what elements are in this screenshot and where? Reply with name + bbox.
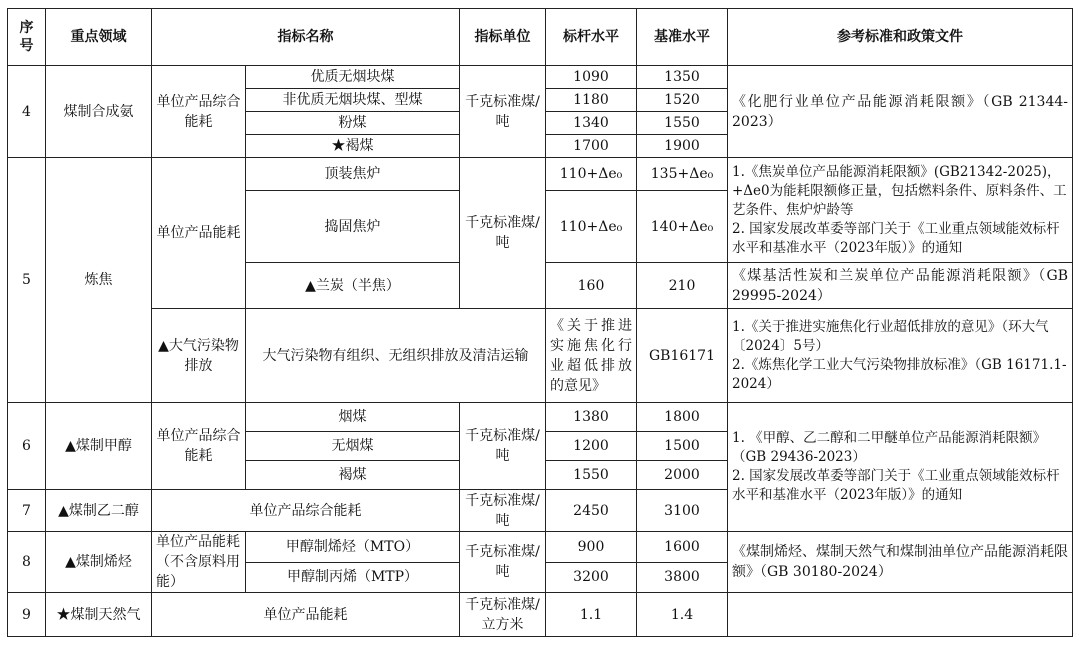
benchmark-value: 1340 [546,112,637,135]
baseline-value: 140+Δe₀ [637,191,728,263]
reference-text-empty [728,593,1073,637]
benchmark-value: 1090 [546,66,637,89]
baseline-value: 1350 [637,66,728,89]
benchmark-value: 3200 [546,562,637,593]
indicator-unit: 千克标准煤/吨 [460,66,546,158]
table-row [8,403,1073,432]
benchmark-value: 1550 [546,461,637,490]
baseline-value: 1600 [637,532,728,563]
indicator-name: 单位产品综合能耗 [152,66,246,158]
indicator-name: 单位产品能耗 [152,593,460,637]
benchmark-value: 《关于推进实施焦化行业超低排放的意见》 [546,309,637,403]
indicator-name: ▲大气污染物排放 [152,309,246,403]
reference-text: 《煤制烯烃、煤制天然气和煤制油单位产品能源消耗限额》（GB 30180-2024） [728,532,1073,593]
sub-indicator: 非优质无烟块煤、型煤 [246,89,460,112]
sub-indicator: 大气污染物有组织、无组织排放及清洁运输 [246,309,546,403]
reference-text: 1.《关于推进实施焦化行业超低排放的意见》（环大气〔2024〕5号） 2.《炼焦化学工业大气污染物排放标准》（GB 16171.1-2024） [728,309,1073,403]
benchmark-value: 110+Δe₀ [546,191,637,263]
header-unit: 指标单位 [460,9,546,66]
header-benchmark: 标杆水平 [546,9,637,66]
table-row [8,593,1073,637]
benchmark-value: 1200 [546,432,637,461]
baseline-value: 2000 [637,461,728,490]
reference-text: 1. 《甲醇、乙二醇和二甲醚单位产品能源消耗限额》（GB 29436-2023） 2. 国家发展改革委等部门关于《工业重点领域能效标杆水平和基准水平（2023年版）》的通知 [728,403,1073,532]
benchmark-value: 1180 [546,89,637,112]
field-name: ▲煤制烯烃 [46,532,152,593]
baseline-value: 1520 [637,89,728,112]
benchmark-value: 1.1 [546,593,637,637]
benchmark-value: 160 [546,263,637,309]
sub-indicator: 优质无烟块煤 [246,66,460,89]
row-number: 5 [8,158,46,403]
header-indicator: 指标名称 [152,9,460,66]
field-name: ★煤制天然气 [46,593,152,637]
header-reference: 参考标准和政策文件 [728,9,1073,66]
indicator-unit: 千克标准煤/吨 [460,490,546,532]
table-row [8,66,1073,89]
baseline-value: 3100 [637,490,728,532]
indicator-unit: 千克标准煤/立方米 [460,593,546,637]
field-name: ▲煤制甲醇 [46,403,152,490]
sub-indicator: 褐煤 [246,461,460,490]
table-row [8,532,1073,563]
indicator-name: 单位产品综合能耗 [152,403,246,490]
field-name: 炼焦 [46,158,152,403]
sub-indicator: 甲醇制丙烯（MTP） [246,562,460,593]
benchmark-value: 900 [546,532,637,563]
reference-text: 《化肥行业单位产品能源消耗限额》（GB 21344-2023） [728,66,1073,158]
header-no: 序 号 [8,9,46,66]
baseline-value: 1900 [637,135,728,158]
row-number: 4 [8,66,46,158]
sub-indicator: 烟煤 [246,403,460,432]
sub-indicator: 无烟煤 [246,432,460,461]
table-row [8,309,1073,403]
baseline-value: 1500 [637,432,728,461]
benchmark-value: 2450 [546,490,637,532]
indicator-unit: 千克标准煤/吨 [460,403,546,490]
baseline-value: 210 [637,263,728,309]
row-number: 8 [8,532,46,593]
table-row [8,158,1073,191]
sub-indicator: 捣固焦炉 [246,191,460,263]
indicator-unit: 千克标准煤/吨 [460,532,546,593]
reference-text: 《煤基活性炭和兰炭单位产品能源消耗限额》（GB 29995-2024） [728,263,1073,309]
indicator-name: 单位产品综合能耗 [152,490,460,532]
indicator-name: 单位产品能耗 [152,158,246,309]
header-baseline: 基准水平 [637,9,728,66]
sub-indicator: 甲醇制烯烃（MTO） [246,532,460,563]
sub-indicator: 粉煤 [246,112,460,135]
field-name: ▲煤制乙二醇 [46,490,152,532]
baseline-value: 1.4 [637,593,728,637]
benchmark-value: 1700 [546,135,637,158]
benchmark-value: 1380 [546,403,637,432]
row-number: 7 [8,490,46,532]
benchmark-value: 110+Δe₀ [546,158,637,191]
baseline-value: 3800 [637,562,728,593]
sub-indicator: 顶装焦炉 [246,158,460,191]
indicator-unit: 千克标准煤/吨 [460,158,546,309]
baseline-value: 135+Δe₀ [637,158,728,191]
sub-indicator: ★褐煤 [246,135,460,158]
baseline-value: 1800 [637,403,728,432]
energy-benchmark-table [7,8,1073,637]
baseline-value: GB16171 [637,309,728,403]
row-number: 6 [8,403,46,490]
indicator-name: 单位产品能耗（不含原料用能） [152,532,246,593]
sub-indicator: ▲兰炭（半焦） [246,263,460,309]
row-number: 9 [8,593,46,637]
field-name: 煤制合成氨 [46,66,152,158]
baseline-value: 1550 [637,112,728,135]
header-field: 重点领域 [46,9,152,66]
reference-text: 1.《焦炭单位产品能源消耗限额》(GB21342-2025)，+Δe0为能耗限额修正量，包括燃料条件、原料条件、工艺条件、焦炉炉龄等 2. 国家发展改革委等部门关于《工业重点领域能效标杆水平和基准水平（2023年版）》的通知 [728,158,1073,263]
